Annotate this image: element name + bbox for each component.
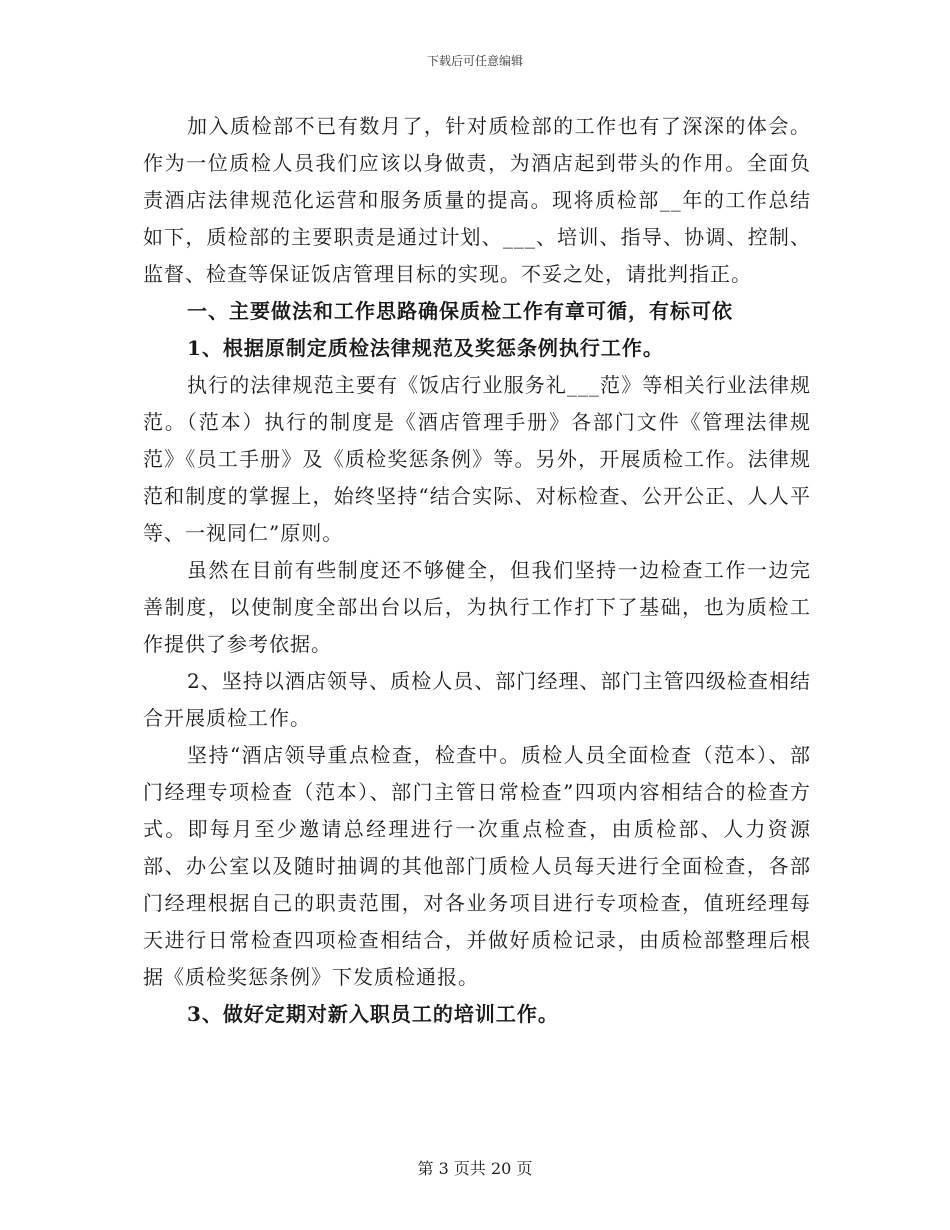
subsection-heading-3: 3、做好定期对新入职员工的培训工作。 [187,1002,559,1026]
subsection-heading-1: 1、根据原制定质检法律规范及奖惩条例执行工作。 [187,336,664,360]
paragraph-regulations: 执行的法律规范主要有《饭店行业服务礼___范》等相关行业法律规范。（范本）执行的制度是《酒店管理手册》各部门文件《管理法律规范》《员工手册》及《质检奖惩条例》等。另外，开展质检工作。法律规范和制度的掌握上，始终坚持“结合实际、对标检查、公开公正、人人平等、一视同仁”原则。 [143,373,811,545]
paragraph-check-method: 坚持“酒店领导重点检查，检查中。质检人员全面检查（范本）、部门经理专项检查（范本）、部门主管日常检查”四项内容相结合的检查方式。即每月至少邀请总经理进行一次重点检查，由质检部、人力资源部、办公室以及随时抽调的其他部门质检人员每天进行全面检查，各部门经理根据自己的职责范围，对各业务项目进行专项检查，值班经理每天进行日常检查四项检查相结合，并做好质检记录，由质检部整理后根据《质检奖惩条例》下发质检通报。 [143,743,811,989]
page-number: 第 3 页共 20 页 [417,1159,533,1178]
page-header: 下载后可任意编辑 [426,54,523,68]
section-heading-1: 一、主要做法和工作思路确保质检工作有章可循，有标可依 [187,299,733,323]
paragraph-improvement: 虽然在目前有些制度还不够健全，但我们坚持一边检查工作一边完善制度，以使制度全部出台以后，为执行工作打下了基础，也为质检工作提供了参考依据。 [143,558,811,656]
paragraph-four-level-check: 2、坚持以酒店领导、质检人员、部门经理、部门主管四级检查相结合开展质检工作。 [143,669,811,730]
document-body [143,108,811,1033]
paragraph-intro: 加入质检部不已有数月了，针对质检部的工作也有了深深的体会。作为一位质检人员我们应该以身做责，为酒店起到带头的作用。全面负责酒店法律规范化运营和服务质量的提高。现将质检部__年的工作总结如下，质检部的主要职责是通过计划、___、培训、指导、协调、控制、监督、检查等保证饭店管理目标的实现。不妥之处，请批判指正。 [143,114,811,286]
